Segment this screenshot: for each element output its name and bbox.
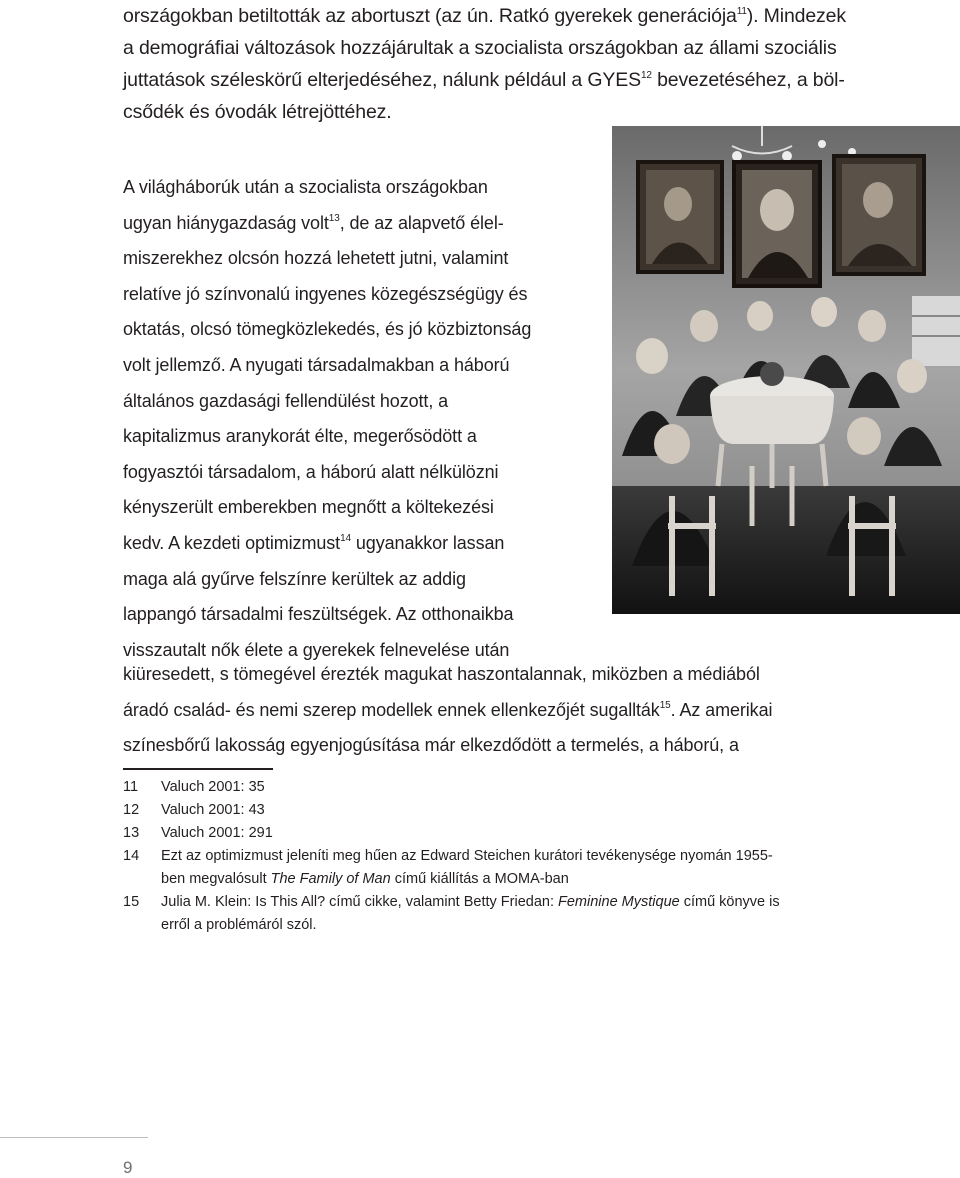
column-line: általános gazdasági fellendülést hozott, a — [123, 390, 449, 411]
full-width-paragraph — [123, 657, 772, 764]
footnote-ref-11: 11 — [736, 6, 747, 17]
column-line: ugyan hiánygazdaság volt$^{13}$, de az alapvető élel- — [123, 212, 504, 233]
footnote-ref-13: 13 — [328, 212, 340, 224]
intro-line-3: juttatások széleskörű elterjedéséhez, nálunk például a GYES$^{12}$ bevezetéséhez, a böl- — [123, 69, 845, 91]
intro-line-1: országokban betiltották az abortuszt (az ún. Ratkó gyerekek generációja$^{11}$). Mindezek — [123, 5, 846, 27]
page-footer-rule — [0, 1137, 148, 1138]
page-number: 9 — [123, 1158, 133, 1177]
column-line: lappangó társadalmi feszültségek. Az otthonaikba — [123, 604, 514, 625]
intro-line-4: csődék és óvodák létrejöttéhez. — [123, 101, 392, 123]
footnote: 13 Valuch 2001: 291 — [123, 825, 273, 841]
column-line: kedv. A kezdeti optimizmust$^{14}$ ugyanakkor lassan — [123, 532, 505, 553]
footnote: 14 Ezt az optimizmust jeleníti meg hűen az Edward Steichen kurátori tevékenysége nyomán 1955- ben megvalósult The Family of Man című kiállítás a MOMA-ban — [123, 848, 773, 887]
column-line: miszerekhez olcsón hozzá lehetett jutni, valamint — [123, 248, 509, 269]
footnote-ref-12: 12 — [640, 70, 652, 81]
column-line: kényszerült emberekben megnőtt a költekezési — [123, 497, 494, 518]
portrait-left — [638, 162, 722, 272]
column-paragraph — [123, 170, 531, 668]
column-line: maga alá gyűrve felszínre kerültek az addig — [123, 568, 466, 589]
footnote: 15 Julia M. Klein: Is This All? című cikke, valamint Betty Friedan: Feminine Mystique című könyve is erről a problémáról szól. — [123, 894, 780, 933]
portrait-right — [834, 156, 924, 274]
footnote-separator — [123, 768, 273, 770]
footnote: 11 Valuch 2001: 35 — [123, 779, 265, 795]
column-line: A világháborúk után a szocialista országokban — [123, 177, 488, 197]
column-line: fogyasztói társadalom, a háború alatt nélkülözni — [123, 461, 499, 482]
column-line: volt jellemző. A nyugati társadalmakban a háború — [123, 354, 510, 375]
photo-illustration — [612, 126, 960, 614]
footnote: 12 Valuch 2001: 43 — [123, 802, 265, 818]
intro-paragraph — [123, 0, 846, 128]
bench-right — [912, 296, 960, 366]
exhibition-title: The Family of Man — [270, 871, 391, 887]
historical-photo — [612, 126, 960, 614]
column-line: relatíve jó színvonalú ingyenes közegészségügy és — [123, 283, 528, 304]
book-title: Feminine Mystique — [558, 894, 680, 910]
column-line: kapitalizmus aranykorát élte, megerősödött a — [123, 426, 477, 447]
intro-line-2: a demográfiai változások hozzájárultak a szocialista országokban az állami szociális — [123, 37, 837, 59]
portrait-center — [734, 162, 820, 286]
footnotes — [123, 776, 863, 937]
column-line: oktatás, olcsó tömegközlekedés, és jó közbiztonság — [123, 319, 532, 340]
body-line: kiüresedett, s tömegével érezték magukat haszontalannak, miközben a médiából — [123, 664, 760, 684]
column-line: visszautalt nők élete a gyerekek felnevelése után — [123, 639, 510, 660]
body-line: áradó család- és nemi szerep modellek ennek ellenkezőjét sugallták$^{15}$. Az amerikai — [123, 699, 773, 720]
footnote-ref-15: 15 — [659, 699, 671, 711]
body-line: színesbőrű lakosság egyenjogúsítása már elkezdődött a termelés, a háború, a — [123, 735, 739, 756]
footnote-ref-14: 14 — [340, 532, 351, 544]
